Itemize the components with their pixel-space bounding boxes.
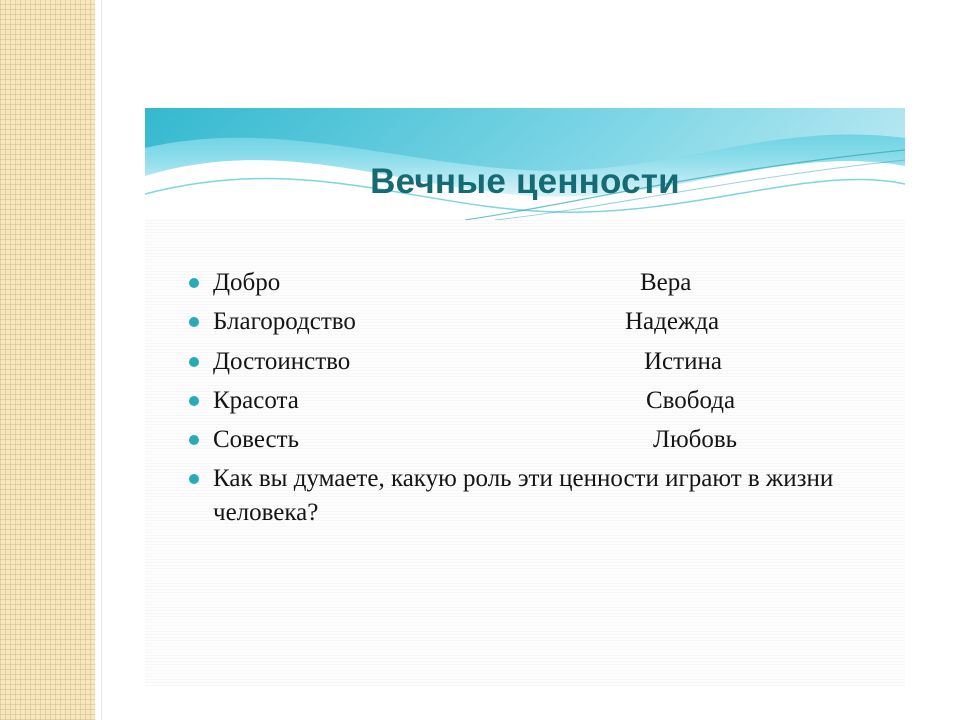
list-item-left-text: Добро [213, 269, 281, 296]
list-item-left-text: Благородство [213, 308, 356, 336]
list-item-body [213, 462, 879, 529]
slide-canvas [145, 108, 905, 686]
list-item [189, 423, 879, 456]
bullet-dot-icon [189, 396, 199, 406]
bullet-dot-icon [189, 317, 199, 327]
bullet-dot-icon [189, 357, 199, 367]
bullet-dot-icon [189, 278, 199, 288]
list-item-right-text: Истина [644, 347, 722, 375]
list-item-body [213, 305, 879, 338]
list-item [189, 266, 879, 299]
list-item-right-text: Свобода [646, 386, 736, 414]
list-item-question-text: Как вы думаете, какую роль эти ценности играют в жизни человека? [213, 465, 834, 526]
list-item-body [213, 345, 879, 378]
list-item-body [213, 266, 879, 299]
bullet-list [189, 266, 879, 535]
list-item-left-text: Красота [213, 386, 299, 414]
list-item-right-text: Любовь [653, 426, 738, 453]
list-item-right-text: Вера [640, 269, 692, 296]
list-item [189, 345, 879, 378]
list-item-body [213, 384, 879, 417]
list-item [189, 305, 879, 338]
list-item-right-text: Надежда [625, 308, 720, 336]
bullet-dot-icon [189, 474, 199, 484]
decorative-side-strip [0, 0, 95, 720]
page-title: Вечные ценности [370, 162, 680, 201]
bullet-dot-icon [189, 435, 199, 445]
list-item [189, 462, 879, 529]
list-item-body [213, 423, 879, 456]
list-item-left-text: Совесть [213, 426, 299, 453]
slide-edge-divider [95, 0, 102, 720]
list-item-left-text: Достоинство [213, 347, 351, 375]
list-item [189, 384, 879, 417]
